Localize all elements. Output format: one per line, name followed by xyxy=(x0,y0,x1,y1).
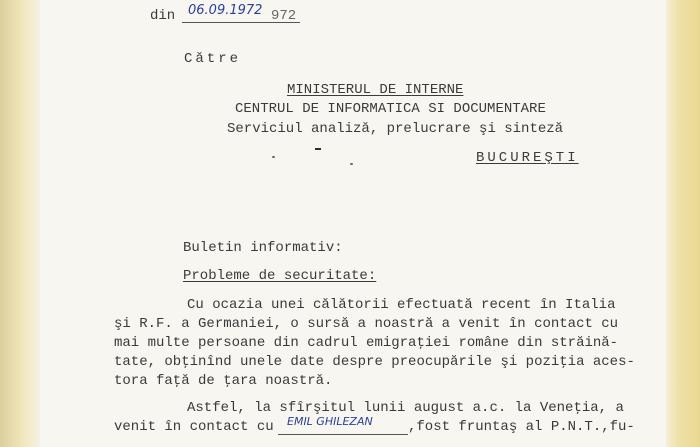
body-line-2: şi R.F. a Germaniei, o sursă a noastră a venit în contact cu xyxy=(114,316,619,332)
body-line-3: mai multe persoane din cadrul emigraţiei române din străină- xyxy=(114,335,619,351)
scan-speck xyxy=(350,163,353,165)
scan-speck xyxy=(272,156,275,158)
body-line-7-end: ,fost fruntaş al P.N.T.,fu- xyxy=(408,419,635,435)
body-line-5: tora faţă de ţara noastră. xyxy=(114,373,333,389)
handwritten-date: 06.09.1972 xyxy=(188,3,263,18)
body-line-6: Astfel, la sfîrşitul lunii august a.c. la Veneţia, a xyxy=(187,400,624,416)
page-left-margin xyxy=(0,0,40,447)
ministry-name: MINISTERUL DE INTERNE xyxy=(287,82,464,98)
center-name: CENTRUL DE INFORMATICA SI DOCUMENTARE xyxy=(235,101,546,117)
body-line-7-start: venit în contact cu xyxy=(114,419,274,435)
recipient-to: Către xyxy=(184,51,242,67)
handwritten-name: EMIL GHILEZAN xyxy=(287,415,373,428)
city-name: BUCUREŞTI xyxy=(476,150,579,166)
scan-speck xyxy=(315,148,321,150)
bulletin-subject: Probleme de securitate: xyxy=(183,268,377,284)
document-page xyxy=(40,0,666,447)
date-prefix: din xyxy=(150,8,176,24)
service-name: Serviciul analiză, prelucrare şi sinteză xyxy=(227,121,564,137)
body-line-4: tate, obţinînd unele date despre preocupările şi poziţia aces- xyxy=(114,354,635,370)
typed-date-tail: 972 xyxy=(271,8,297,24)
page-right-margin xyxy=(666,0,700,447)
body-line-1: Cu ocazia unei călătorii efectuată recent în Italia xyxy=(187,297,616,313)
bulletin-title: Buletin informativ: xyxy=(183,240,343,256)
